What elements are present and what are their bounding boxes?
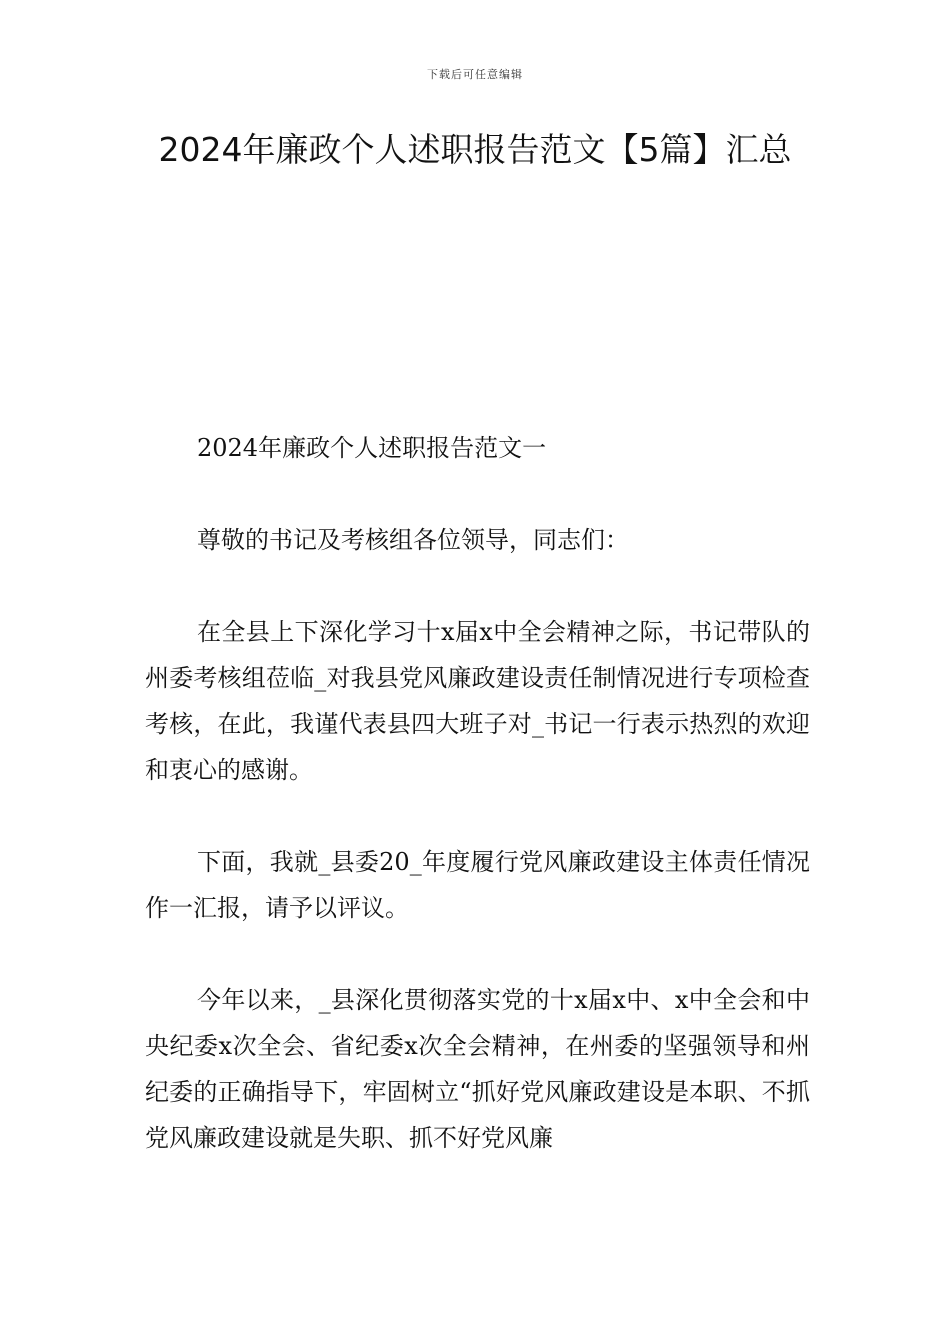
document-body xyxy=(145,425,810,1161)
paragraph: 在全县上下深化学习十x届x中全会精神之际，书记带队的州委考核组莅临_对我县党风廉政建设责任制情况进行专项检查考核，在此，我谨代表县四大班子对_书记一行表示热烈的欢迎和衷心的感谢。 xyxy=(145,618,810,784)
paragraph: 今年以来，_县深化贯彻落实党的十x届x中、x中全会和中央纪委x次全会、省纪委x次全会精神，在州委的坚强领导和州纪委的正确指导下，牢固树立“抓好党风廉政建设是本职、不抓党风廉政建设就是失职、抓不好党风廉 xyxy=(145,986,810,1152)
paragraph: 下面，我就_县委20_年度履行党风廉政建设主体责任情况作一汇报，请予以评议。 xyxy=(145,848,810,922)
header-note: 下载后可任意编辑 xyxy=(427,68,523,81)
document-title: 2024年廉政个人述职报告范文【5篇】汇总 xyxy=(158,130,792,169)
salutation: 尊敬的书记及考核组各位领导，同志们： xyxy=(197,526,629,554)
section-heading: 2024年廉政个人述职报告范文一 xyxy=(197,434,547,462)
